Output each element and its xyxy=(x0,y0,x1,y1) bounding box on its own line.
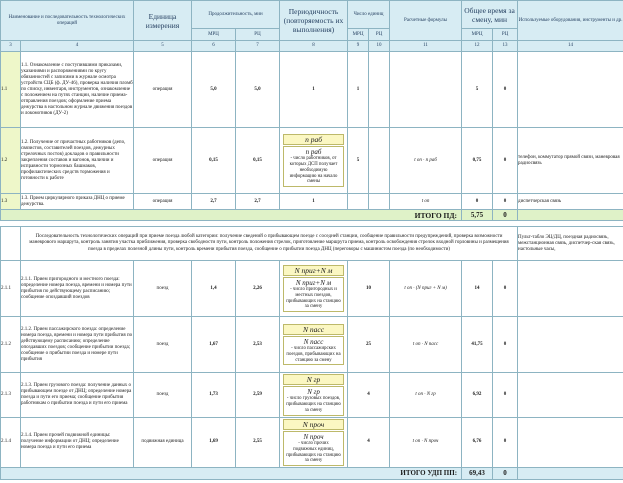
grand-total-rc: 0 xyxy=(493,468,518,480)
table-row xyxy=(1,317,623,373)
col-number: 4 xyxy=(21,41,134,52)
total-rc: 0 xyxy=(493,317,518,373)
equipment: диспетчерская связь xyxy=(518,194,623,210)
column-number-row xyxy=(1,41,623,52)
total-rc: 0 xyxy=(493,194,518,210)
header-formula: Расчетные формулы xyxy=(390,1,462,41)
periodicity-formula xyxy=(280,417,348,467)
header-periodicity: Периодичность (повторяемость их выполнения) xyxy=(280,1,348,41)
unit-cell: операция xyxy=(134,52,192,128)
grand-total-empty xyxy=(518,468,623,480)
header-unit: Единица измерения xyxy=(134,1,192,41)
note-variable: N приг+N м xyxy=(295,278,332,287)
total-mrc: 14 xyxy=(462,261,493,317)
count-rc xyxy=(369,128,390,194)
note-text: - число прочих подвижных единиц, прибывающих на станцию за смену xyxy=(286,441,341,464)
unit-cell: поезд xyxy=(134,317,192,373)
duration-mrc: 2,7 xyxy=(192,194,236,210)
col-number: 5 xyxy=(134,41,192,52)
col-number: 8 xyxy=(280,41,348,52)
row-number: 1.3 xyxy=(1,194,21,210)
duration-mrc: 1,73 xyxy=(192,373,236,418)
table-row xyxy=(1,417,623,467)
count: 10 xyxy=(348,261,390,317)
table-row xyxy=(1,52,623,128)
duration-mrc: 0,15 xyxy=(192,128,236,194)
header-operation-name: Наименование и последовательность технологических операций xyxy=(1,1,134,41)
duration-mrc: 1,4 xyxy=(192,261,236,317)
total-rc: 0 xyxy=(493,373,518,418)
periodicity-note xyxy=(283,386,344,416)
formula xyxy=(390,52,462,128)
total-mrc: 41,75 xyxy=(462,317,493,373)
section-total-mrc: 5,75 xyxy=(462,210,493,221)
note-variable: N гр xyxy=(307,388,320,396)
section-total-row xyxy=(1,210,623,221)
unit-cell: операция xyxy=(134,128,192,194)
formula: t оп xyxy=(390,194,462,210)
header-duration-mrc: МРЦ xyxy=(192,29,236,41)
formula: t оп · N пасс xyxy=(390,317,462,373)
periodicity-formula xyxy=(280,373,348,418)
total-mrc: 6,76 xyxy=(462,417,493,467)
total-mrc: 0 xyxy=(462,194,493,210)
total-rc: 0 xyxy=(493,261,518,317)
duration-mrc: 1,67 xyxy=(192,317,236,373)
total-rc: 0 xyxy=(493,128,518,194)
duration-rc: 2,53 xyxy=(236,317,280,373)
table-row xyxy=(1,194,623,210)
formula: t оп · (N приг + N м) xyxy=(390,261,462,317)
row-number: 2.1.3 xyxy=(1,373,21,418)
unit-cell: поезд xyxy=(134,373,192,418)
intro-row xyxy=(1,227,623,261)
duration-rc: 2,26 xyxy=(236,261,280,317)
note-variable: n раб xyxy=(305,147,322,156)
note-text: - число пригородных и местных поездов, прибывающих на станцию за смену xyxy=(286,287,341,310)
header-count: Число единиц xyxy=(348,1,390,29)
section-total-empty xyxy=(518,210,623,221)
operation-description: 1.1. Ознакомление с поступившими приказами, указаниями и распоряжениями по кругу обязанностей с записями в журнале осмотра устройств СЦБ (ф. ДУ-46), проверка наличия пломб по списку, инвентаря, инструментов, ознакомление с положением на путях станции, наличие приема-отправления поездов; оформление приема дежурства в настольном журнале движения поездов и локомотивов (ДУ-2) xyxy=(21,52,134,128)
grand-total-row xyxy=(1,468,623,480)
operation-description: 2.1.1. Прием пригородного и местного поезда: определение номера поезда, времени и номера пути прибытия по действующему расписанию; сообщение опоздавший поездов xyxy=(21,261,134,317)
duration-rc: 2,59 xyxy=(236,373,280,418)
operation-description: 2.1.4. Прием прочей подвижной единицы: получение информации от ДНЦ; определение номера поезда и пути его приема xyxy=(21,417,134,467)
note-text: - число пассажирских поездов, прибывающих на станцию за смену xyxy=(286,346,341,363)
row-number: 1.2 xyxy=(1,128,21,194)
count: 4 xyxy=(348,373,390,418)
equipment-empty xyxy=(518,261,623,317)
duration-rc: 0,15 xyxy=(236,128,280,194)
intro-number xyxy=(1,227,21,261)
grand-total-label: ИТОГО УДП ПП: xyxy=(1,468,462,480)
periodicity-variable: N пасс xyxy=(283,324,344,335)
col-number: 10 xyxy=(369,41,390,52)
periodicity-note xyxy=(283,277,344,312)
count-rc xyxy=(369,52,390,128)
equipment-empty xyxy=(518,417,623,467)
row-number: 2.1.4 xyxy=(1,417,21,467)
row-number: 2.1.1 xyxy=(1,261,21,317)
operation-description: 1.3. Прием циркулярного приказа ДНЦ о приеме дежурства. xyxy=(21,194,134,210)
formula: t оп · N гр xyxy=(390,373,462,418)
unit-cell: подвижная единица xyxy=(134,417,192,467)
header-total-mrc: МРЦ xyxy=(462,29,493,41)
duration-rc: 2,55 xyxy=(236,417,280,467)
periodicity: 1 xyxy=(280,52,348,128)
header-duration: Продолжительность, мин xyxy=(192,1,280,29)
periodicity-note xyxy=(283,146,344,187)
header-count-mrc: МРЦ xyxy=(348,29,369,41)
formula: t оп · N проч xyxy=(390,417,462,467)
total-mrc: 0,75 xyxy=(462,128,493,194)
section-total-rc: 0 xyxy=(493,210,518,221)
periodicity-variable: n раб xyxy=(283,134,344,145)
header-equipment: Используемые оборудования, инструменты и др. xyxy=(518,1,623,41)
count: 4 xyxy=(348,417,390,467)
periodicity-variable: N гр xyxy=(283,374,344,385)
duration-mrc: 1,69 xyxy=(192,417,236,467)
equipment xyxy=(518,52,623,128)
duration-mrc: 5,0 xyxy=(192,52,236,128)
count-mrc: 1 xyxy=(348,52,369,128)
col-number: 6 xyxy=(192,41,236,52)
equipment-empty xyxy=(518,317,623,373)
table-row xyxy=(1,373,623,418)
periodicity-formula xyxy=(280,261,348,317)
periodicity-formula xyxy=(280,128,348,194)
table-row xyxy=(1,261,623,317)
unit-cell: операция xyxy=(134,194,192,210)
section-total-label: ИТОГО ПД: xyxy=(1,210,462,221)
note-text: - число грузовых поездов, прибывающих на станцию за смену xyxy=(286,396,341,413)
equipment: телефон, коммутатор прямой связи, маневровая радиосвязь xyxy=(518,128,623,194)
count-rc xyxy=(369,194,390,210)
intro-text: Последовательность технологических операций при приеме поезда любой категории: получение сведений о прибывающем поезде с соседней станции, сообщение правильности предупреждений, проверка возможности маневрового маршрута, контроль занятия участка приближения, проверка свободности пути, контроль положения стрелок, приготовление маршрута приема, контроль освобождения стрелок входной горловины и размещения поезда в пределах полезной длины пути, контроль времени прибытия поезда, сообщение о прибытии поезда ДНЦ (переговоры с машинистом поезда (по необходимости) xyxy=(21,227,518,261)
total-rc: 0 xyxy=(493,52,518,128)
header-duration-rc: РЦ xyxy=(236,29,280,41)
total-rc: 0 xyxy=(493,417,518,467)
unit-cell: поезд xyxy=(134,261,192,317)
note-text: - число работников, от которых ДСП получает необходимую информацию на начало смены xyxy=(289,156,338,185)
intro-equipment: Пульт-табло ЭЦ/ДЦ, поездная радиосвязь, межстанционная связь, диспетчер-ская связь, настольные часы, xyxy=(518,227,623,261)
row-number: 1.1 xyxy=(1,52,21,128)
formula: t оп · n раб xyxy=(390,128,462,194)
col-number: 7 xyxy=(236,41,280,52)
duration-rc: 5,0 xyxy=(236,52,280,128)
duration-rc: 2,7 xyxy=(236,194,280,210)
total-mrc: 5 xyxy=(462,52,493,128)
table-row xyxy=(1,128,623,194)
col-number: 9 xyxy=(348,41,369,52)
note-variable: N пасс xyxy=(303,337,324,346)
periodicity-variable: N приг+N м xyxy=(283,265,344,276)
count-mrc: 5 xyxy=(348,128,369,194)
operation-description: 2.1.2. Прием пассажирского поезда: определение номера поезда, времени и номера пути прибытия по действующему расписанию; определение опоздавших поездов; сообщение прибытии поезда; сообщение о прибытии поезда и номере пути прибытия xyxy=(21,317,134,373)
col-number: 3 xyxy=(1,41,21,52)
header-total-rc: РЦ xyxy=(493,29,518,41)
periodicity-formula xyxy=(280,317,348,373)
periodicity: 1 xyxy=(280,194,348,210)
grand-total-mrc: 69,43 xyxy=(462,468,493,480)
total-mrc: 6,92 xyxy=(462,373,493,418)
operation-description: 2.1.3. Прием грузового поезда: получение данных о прибывающем поезде от ДНЦ; определение номера поезда и пути его приема; сообщение прибытия работникам о прибытии поезда и пути его приема xyxy=(21,373,134,418)
col-number: 11 xyxy=(390,41,462,52)
col-number: 12 xyxy=(462,41,493,52)
header-count-rc: РЦ xyxy=(369,29,390,41)
header-total-time: Общее время за смену, мин xyxy=(462,1,518,29)
count: 25 xyxy=(348,317,390,373)
col-number: 14 xyxy=(518,41,623,52)
note-variable: N проч xyxy=(303,432,324,441)
operation-description: 1.2. Получение от причастных работников (депо, связистов, составителей поездов, дежурных стрелочных постов) докладов о правильности закрепления составов и вагонов, наличии и исправности тормозных башмаков, профилактических средств торможения и готовности к работе xyxy=(21,128,134,194)
periodicity-note xyxy=(283,431,344,466)
periodicity-note xyxy=(283,336,344,366)
periodicity-variable: N проч xyxy=(283,419,344,430)
count-mrc xyxy=(348,194,369,210)
equipment-empty xyxy=(518,373,623,418)
row-number: 2.1.2 xyxy=(1,317,21,373)
col-number: 13 xyxy=(493,41,518,52)
